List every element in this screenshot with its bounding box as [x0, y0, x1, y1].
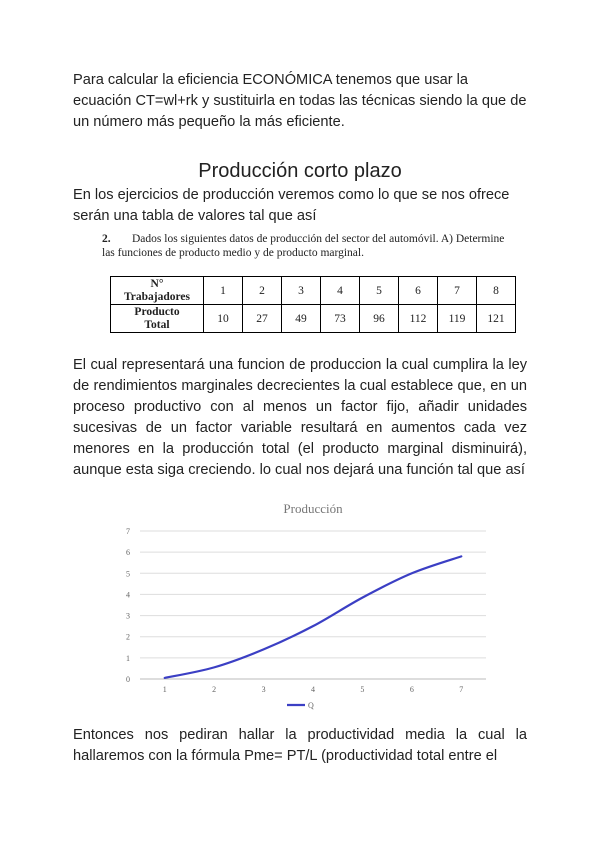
y-tick-label: 3 [126, 611, 130, 621]
table-cell: 2 [243, 277, 282, 305]
table-cell: 112 [399, 305, 438, 333]
table-cell: 1 [204, 277, 243, 305]
chart-title: Producción [283, 501, 343, 516]
exercise-text-1: Dados los siguientes datos de producción del sector del automóvil. A) Determine [132, 233, 505, 245]
table-cell: 3 [282, 277, 321, 305]
x-tick-label: 2 [212, 685, 217, 694]
x-tick-label: 3 [261, 685, 266, 694]
header-text: Trabajadores [123, 290, 191, 303]
table-cell: 73 [321, 305, 360, 333]
table-cell: 4 [321, 277, 360, 305]
table-row [111, 305, 516, 333]
header-text: Total [144, 318, 170, 331]
header-text: N° [150, 277, 164, 290]
y-tick-label: 7 [126, 527, 130, 536]
y-tick-label: 6 [126, 548, 130, 558]
intro-paragraph: Para calcular la eficiencia ECONÓMICA tenemos que usar la ecuación CT=wl+rk y sustituirla en todas las técnicas siendo la que de un número más pequeño la más eficiente. [73, 72, 527, 130]
exercise-line-1 [102, 232, 512, 246]
exercise-statement [102, 232, 512, 260]
table-intro-paragraph: En los ejercicios de producción veremos como lo que se nos ofrece serán una tabla de valores tal que así [73, 187, 510, 224]
y-tick-label: 0 [126, 675, 130, 684]
table-cell: 49 [282, 305, 321, 333]
section-heading: Producción corto plazo [198, 160, 402, 182]
production-chart [110, 495, 490, 715]
legend-label: Q [308, 701, 314, 710]
table-cell: 10 [204, 305, 243, 333]
exercise-line-2: las funciones de producto medio y de producto marginal. [102, 247, 364, 259]
table-cell: 96 [360, 305, 399, 333]
table-cell: 119 [438, 305, 477, 333]
table-cell: 27 [243, 305, 282, 333]
y-tick-label: 5 [126, 569, 130, 579]
exercise-number: 2. [102, 233, 111, 245]
series-line-Q [165, 556, 462, 678]
production-table [110, 276, 516, 333]
table-cell: 8 [477, 277, 516, 305]
x-tick-label: 6 [409, 685, 414, 694]
y-tick-label: 4 [126, 590, 130, 600]
y-tick-label: 2 [126, 632, 130, 642]
x-tick-label: 1 [162, 685, 167, 694]
table-cell: 5 [360, 277, 399, 305]
explanation-paragraph: El cual representará una funcion de produccion la cual cumplira la ley de rendimientos marginales decrecientes la cual establece que, en un proceso productivo con al menos un factor fijo, añadir unidades sucesivas de un factor variable resultará en aumentos cada vez menores en la producción total (el producto marginal disminuirá), aunque esta siga creciendo. lo cual nos dejará una función tal que así [73, 357, 527, 478]
table-cell: 6 [399, 277, 438, 305]
y-tick-label: 1 [126, 653, 130, 663]
workers-header-cell [111, 277, 204, 305]
product-header-cell [111, 305, 204, 333]
x-tick-label: 7 [459, 685, 464, 694]
x-tick-label: 5 [360, 685, 365, 694]
conclusion-paragraph: Entonces nos pediran hallar la productividad media la cual la hallaremos con la fórmula Pme= PT/L (productividad total entre el [73, 727, 527, 764]
table-row [111, 277, 516, 305]
table-cell: 7 [438, 277, 477, 305]
table-cell: 121 [477, 305, 516, 333]
x-tick-label: 4 [311, 685, 315, 694]
header-text: Producto [134, 305, 180, 318]
